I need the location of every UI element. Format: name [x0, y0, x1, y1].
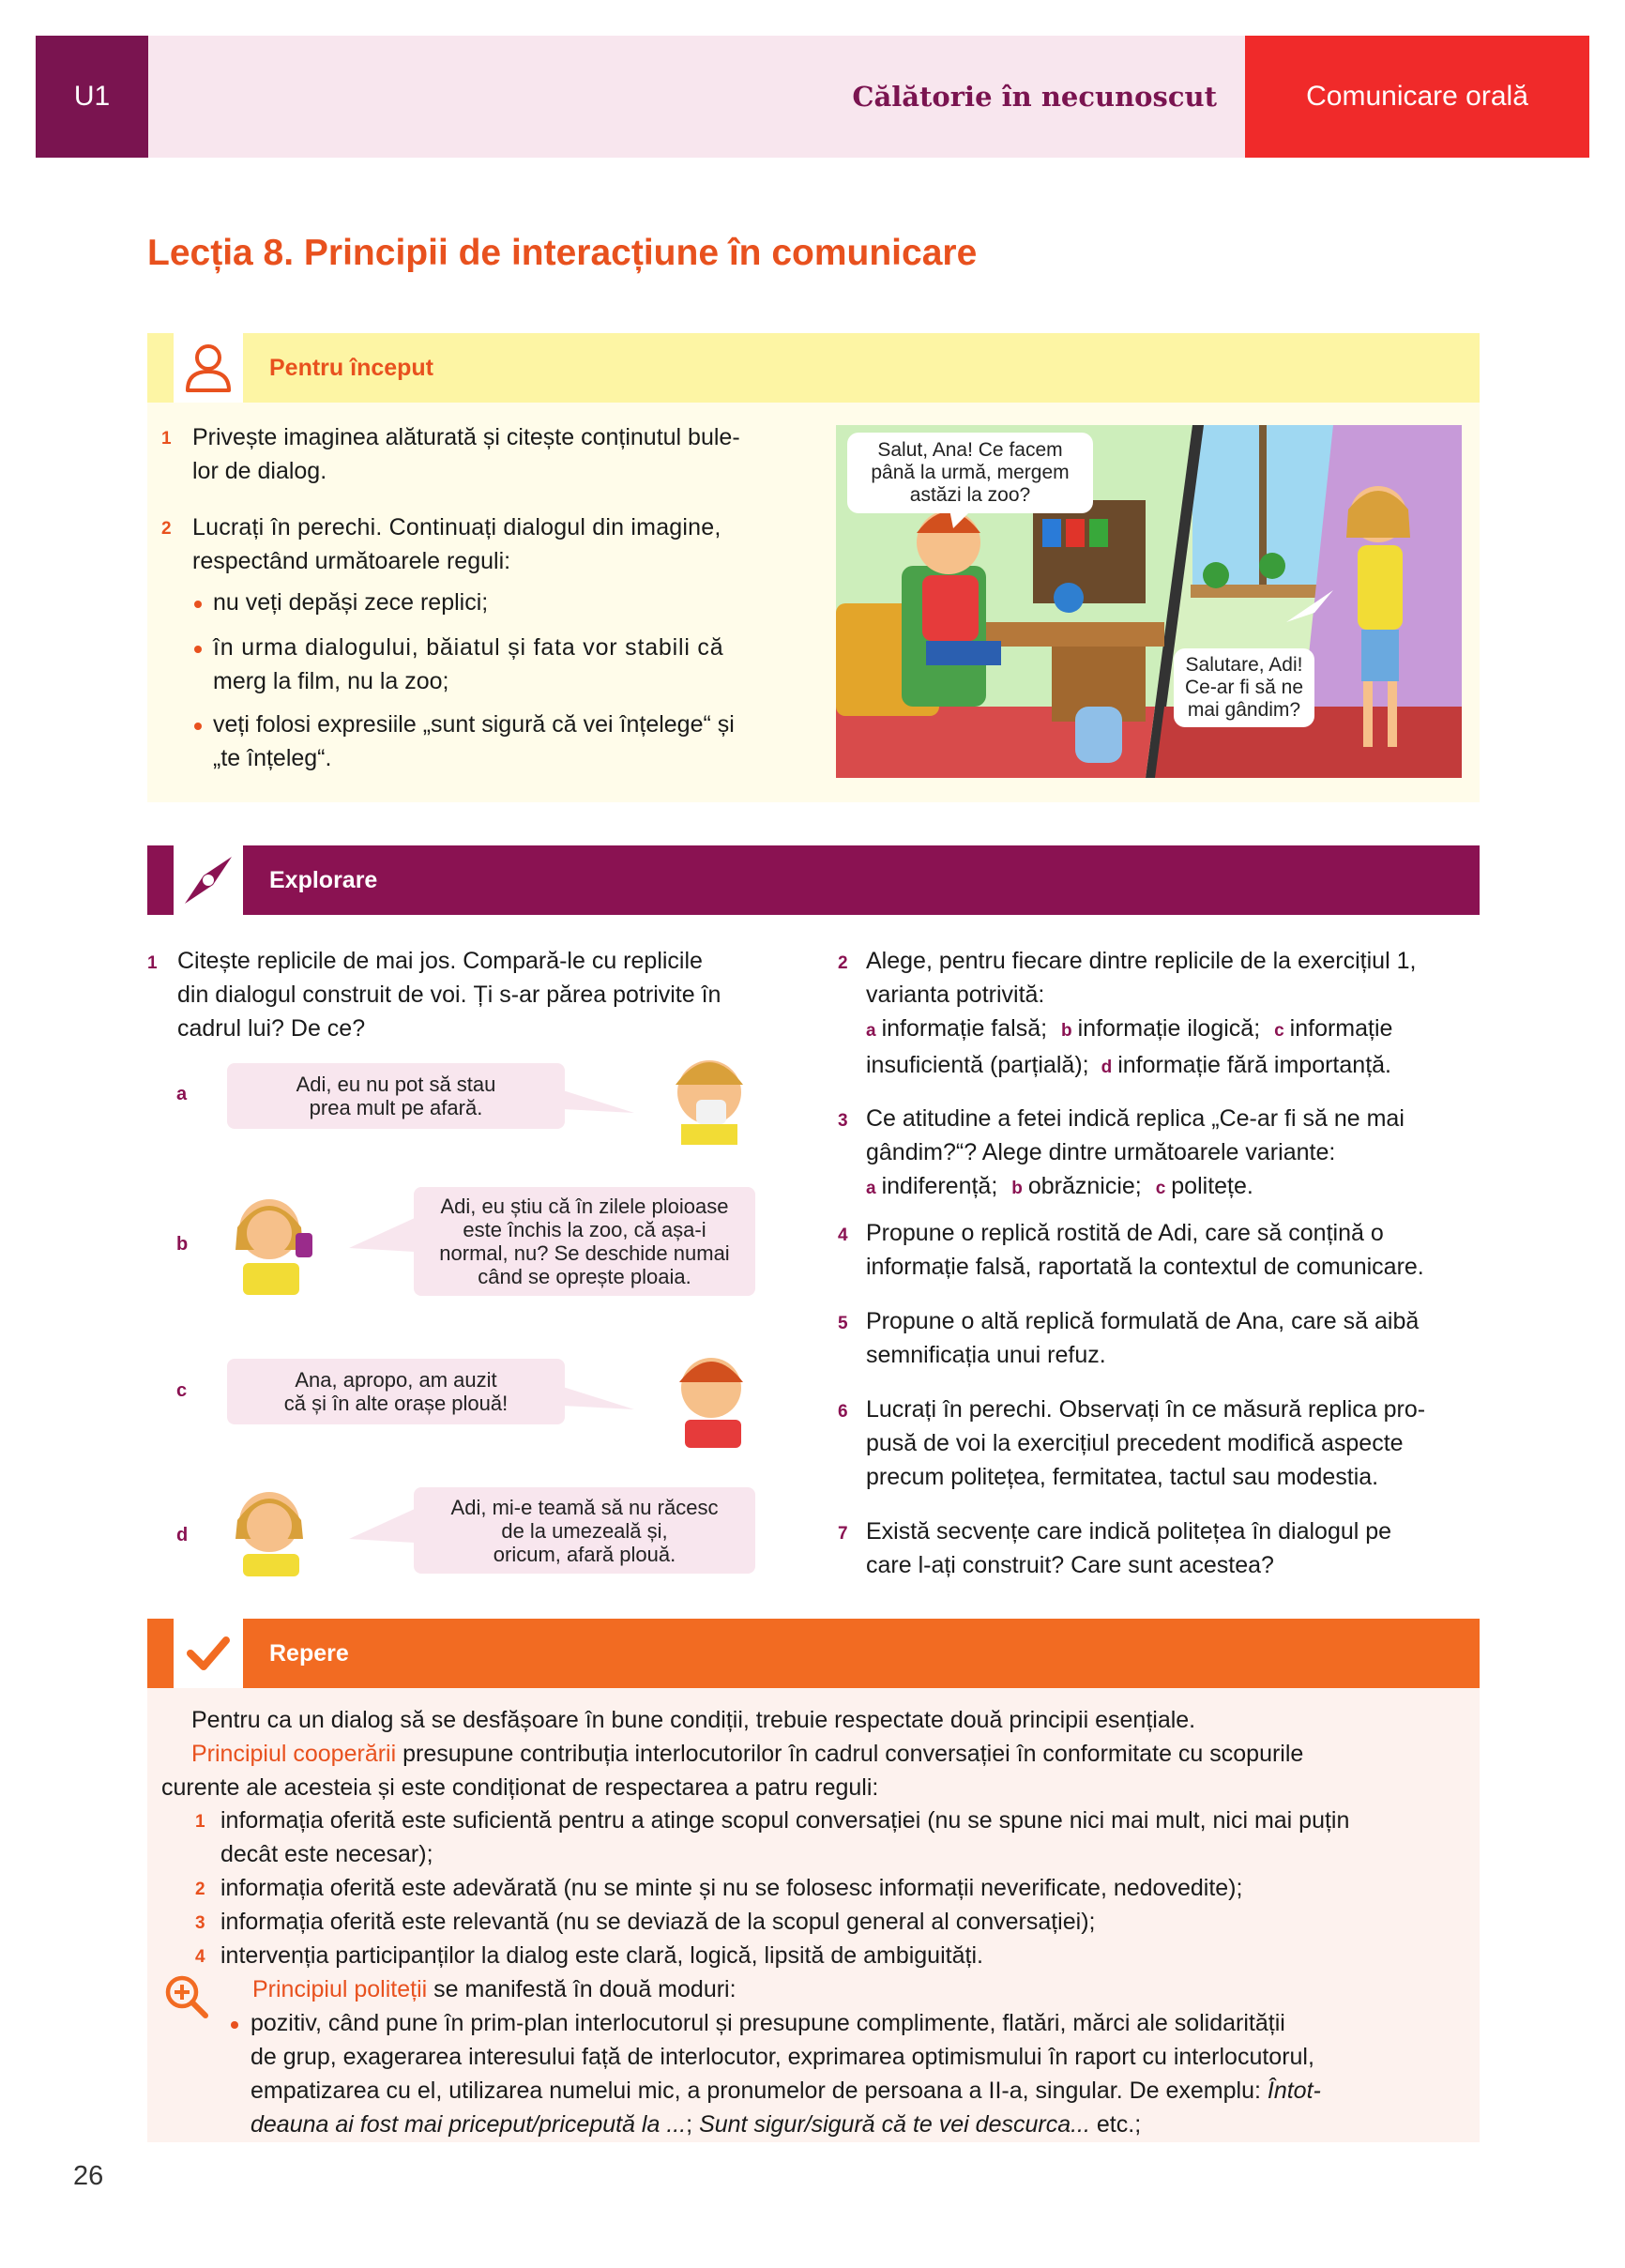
repere-section-label: Repere [269, 1639, 349, 1667]
text-span: empatizarea cu el, utilizarea numelui mic, a pronumelor de persoana a II-a, singular. De exemplu: [251, 2078, 1268, 2104]
text-line [866, 1169, 1485, 1206]
bubble-line: astăzi la zoo? [909, 484, 1031, 506]
compass-icon [147, 845, 243, 915]
rule-3 [213, 708, 795, 775]
text-line: respectând următoarele reguli: [192, 548, 511, 574]
text-line: precum politețea, fermitatea, tactul sau modestia. [866, 1464, 1379, 1490]
example-text: Întot- [1267, 2078, 1321, 2104]
reply-b-bubble [414, 1187, 755, 1296]
text-line: Lucrați în perechi. Observați în ce măsură replica pro- [866, 1396, 1426, 1423]
option-letter: d [1101, 1058, 1113, 1077]
bubble-line: de la umezeală și, [501, 1518, 668, 1543]
term-cooperation: Principiul cooperării [191, 1741, 397, 1767]
bullet [231, 2021, 238, 2029]
explore-question-1 [177, 944, 787, 1045]
bubble-line: este închis la zoo, că așa-i [463, 1218, 706, 1241]
option-text: informație ilogică; [1077, 1015, 1261, 1042]
rule-number: 4 [195, 1947, 205, 1967]
bubble-line: până la urmă, mergem [871, 462, 1070, 483]
text-line: Alege, pentru fiecare dintre replicile de la exercițiul 1, [866, 948, 1417, 974]
reply-c-bubble [227, 1359, 565, 1424]
bubble-line: Adi, eu știu că în zilele ploioase [440, 1195, 729, 1218]
text-line: Ce atitudine a fetei indică replica „Ce-ar fi să ne mai [866, 1105, 1405, 1132]
reply-letter-d: d [176, 1525, 189, 1545]
text-line: decât este necesar); [220, 1841, 433, 1867]
cooperation-principle [191, 1737, 1477, 1771]
text-line: de grup, exagerarea interesului față de interlocutor, exprimarea optimismului în raport cu interlocutorul, [251, 2044, 1314, 2070]
text-line: pozitiv, când pune în prim-plan interlocutorul și presupune complimente, flatări, mărci ale solidarității [251, 2010, 1285, 2036]
section-badge: Comunicare orală [1245, 36, 1589, 158]
header-band [148, 36, 1245, 158]
explore-question-4 [866, 1216, 1485, 1284]
text-line [251, 2074, 1480, 2108]
bubble-line: oricum, afară plouă. [493, 1542, 676, 1566]
text-line: veți folosi expresiile „sunt sigură că vei înțelege“ și [213, 711, 735, 738]
explore-question-2 [866, 944, 1485, 1085]
rule-number: 3 [195, 1913, 205, 1933]
rule-cooperation-4: intervenția participanților la dialog este clară, logică, lipsită de ambiguități. [220, 1942, 983, 1969]
bullet [194, 646, 202, 653]
question-number: 2 [161, 519, 172, 539]
rule-2 [213, 631, 795, 698]
text-line: Privește imaginea alăturată și citește conținutul bule- [192, 424, 740, 450]
text-line: merg la film, nu la zoo; [213, 668, 449, 694]
rule-cooperation-1 [220, 1804, 1478, 1871]
text-line: „te înțeleg“. [213, 745, 332, 771]
intro-section-bar [147, 333, 1480, 403]
unit-badge: U1 [36, 36, 148, 158]
text-line: Citește replicile de mai jos. Compară-le cu replicile [177, 948, 703, 974]
boy-avatar [668, 1335, 758, 1450]
boy-speech-bubble [847, 433, 1093, 513]
question-number: 2 [838, 953, 848, 973]
text-span: ; [686, 2111, 700, 2138]
text-line: semnificația unui refuz. [866, 1342, 1106, 1368]
reply-a-bubble [227, 1063, 565, 1129]
person-icon [147, 333, 243, 403]
option-letter: b [1011, 1179, 1023, 1198]
option-text: indiferență; [881, 1173, 998, 1199]
page-header [36, 36, 1589, 158]
repere-section-bar [147, 1619, 1480, 1688]
intro-question-1 [192, 420, 793, 488]
bubble-tail [563, 1088, 638, 1117]
checkmark-icon [147, 1619, 243, 1688]
text-line: varianta potrivită: [866, 982, 1045, 1008]
bubble-tail [349, 1507, 415, 1545]
bubble-line: Adi, mi-e teamă să nu răcesc [450, 1495, 719, 1519]
text-line: care l-ați construit? Care sunt acestea? [866, 1552, 1274, 1578]
bubble-line: prea mult pe afară. [309, 1096, 483, 1119]
girl-phone-avatar [220, 1184, 324, 1297]
page-number: 26 [73, 2161, 104, 2191]
dialogue-illustration [836, 425, 1462, 778]
explore-question-7 [866, 1515, 1485, 1582]
example-text: Sunt sigur/sigură că te vei descurca... [699, 2111, 1090, 2138]
repere-intro: Pentru ca un dialog să se desfășoare în bune condiții, trebuie respectate două principii esențiale. [191, 1707, 1196, 1733]
option-text: insuficientă (parțială); [866, 1052, 1089, 1078]
rule-1: nu veți depăși zece replici; [213, 589, 489, 616]
term-politeness: Principiul politeții [252, 1976, 428, 2002]
positive-politeness [251, 2006, 1480, 2141]
option-text: informație fără importanță. [1117, 1052, 1391, 1078]
question-number: 1 [147, 953, 158, 973]
text-line: Propune o altă replică formulată de Ana, care să aibă [866, 1308, 1420, 1334]
option-text: politețe. [1171, 1173, 1253, 1199]
option-letter: a [866, 1179, 876, 1198]
text-line: pusă de voi la exercițiul precedent modifică aspecte [866, 1430, 1404, 1456]
reply-letter-b: b [176, 1234, 189, 1255]
bubble-tail [349, 1216, 415, 1254]
bubble-line: normal, nu? Se deschide numai [439, 1241, 730, 1265]
question-number: 1 [161, 429, 172, 449]
rule-cooperation-3: informația oferită este relevantă (nu se deviază de la scopul general al conversației); [220, 1909, 1096, 1935]
option-text: obrăznicie; [1027, 1173, 1142, 1199]
bubble-line: Ce-ar fi să ne [1184, 677, 1304, 698]
rule-number: 1 [195, 1812, 205, 1832]
text-line: gândim?“? Alege dintre următoarele variante: [866, 1139, 1336, 1165]
text-line: în urma dialogului, băiatul și fata vor stabili că [213, 634, 724, 661]
question-number: 6 [838, 1402, 848, 1422]
girl-avatar [220, 1477, 318, 1576]
explore-section-label: Explorare [269, 866, 378, 893]
boy-sneezing-avatar [659, 1043, 760, 1145]
text-line: se manifestă în două moduri: [427, 1976, 737, 2002]
text-line [866, 1012, 1485, 1048]
explore-question-3 [866, 1102, 1485, 1206]
bubble-line: Adi, eu nu pot să stau [296, 1073, 496, 1096]
bubble-line: Salut, Ana! Ce facem [877, 439, 1063, 461]
bubble-line: mai gândim? [1187, 699, 1301, 721]
girl-speech-bubble [1174, 648, 1314, 727]
reply-letter-a: a [176, 1084, 188, 1104]
bubble-line: Salutare, Adi! [1185, 654, 1303, 676]
politeness-principle [252, 1972, 737, 2006]
option-letter: b [1061, 1021, 1072, 1041]
question-number: 3 [838, 1111, 848, 1131]
text-line: informație falsă, raportată la contextul de comunicare. [866, 1254, 1424, 1280]
text-line: curente ale acesteia și este condiționat de respectarea a patru reguli: [161, 1774, 879, 1801]
option-letter: c [1274, 1021, 1284, 1041]
bubble-line: Ana, apropo, am auzit [295, 1368, 497, 1392]
explore-section-bar [147, 845, 1480, 915]
unit-title: Călătorie în necunoscut [852, 81, 1217, 113]
text-line: Lucrați în perechi. Continuați dialogul din imagine, [192, 514, 721, 540]
rule-cooperation-2: informația oferită este adevărată (nu se minte și nu se folosesc informații neverificate, nedovedite); [220, 1875, 1243, 1901]
text-line: presupune contribuția interlocutorilor în cadrul conversației în conformitate cu scopurile [396, 1741, 1304, 1767]
option-letter: c [1155, 1179, 1166, 1198]
reply-letter-c: c [176, 1380, 188, 1401]
intro-section-label: Pentru început [269, 354, 434, 381]
bullet [194, 601, 202, 608]
text-line: Propune o replică rostită de Adi, care să conțină o [866, 1220, 1384, 1246]
example-text: deauna ai fost mai priceput/pricepută la ... [251, 2111, 687, 2138]
zoom-in-icon [162, 1972, 211, 2021]
bubble-tail [563, 1385, 638, 1413]
question-number: 7 [838, 1524, 848, 1544]
explore-question-5 [866, 1304, 1485, 1372]
rule-number: 2 [195, 1880, 205, 1899]
bubble-line: că și în alte orașe plouă! [283, 1392, 509, 1415]
text-line [251, 2108, 1480, 2141]
text-line: Există secvențe care indică politețea în dialogul pe [866, 1518, 1392, 1545]
option-letter: a [866, 1021, 876, 1041]
option-text: informație falsă; [881, 1015, 1048, 1042]
text-line: cadrul lui? De ce? [177, 1015, 366, 1042]
text-line: din dialogul construit de voi. Ți s-ar părea potrivite în [177, 982, 721, 1008]
text-line: lor de dialog. [192, 458, 327, 484]
text-line [866, 1048, 1485, 1085]
text-span: etc.; [1089, 2111, 1142, 2138]
question-number: 5 [838, 1314, 848, 1333]
bubble-line: când se oprește ploaia. [478, 1265, 691, 1288]
question-number: 4 [838, 1225, 848, 1245]
reply-d-bubble [414, 1487, 755, 1574]
explore-question-6 [866, 1393, 1485, 1494]
lesson-title: Lecția 8. Principii de interacțiune în comunicare [147, 233, 978, 273]
intro-question-2 [192, 510, 793, 578]
option-text: informație [1289, 1015, 1393, 1042]
bullet [194, 723, 202, 730]
text-line: informația oferită este suficientă pentru a atinge scopul conversației (nu se spune nici mai mult, nici mai puțin [220, 1807, 1350, 1834]
